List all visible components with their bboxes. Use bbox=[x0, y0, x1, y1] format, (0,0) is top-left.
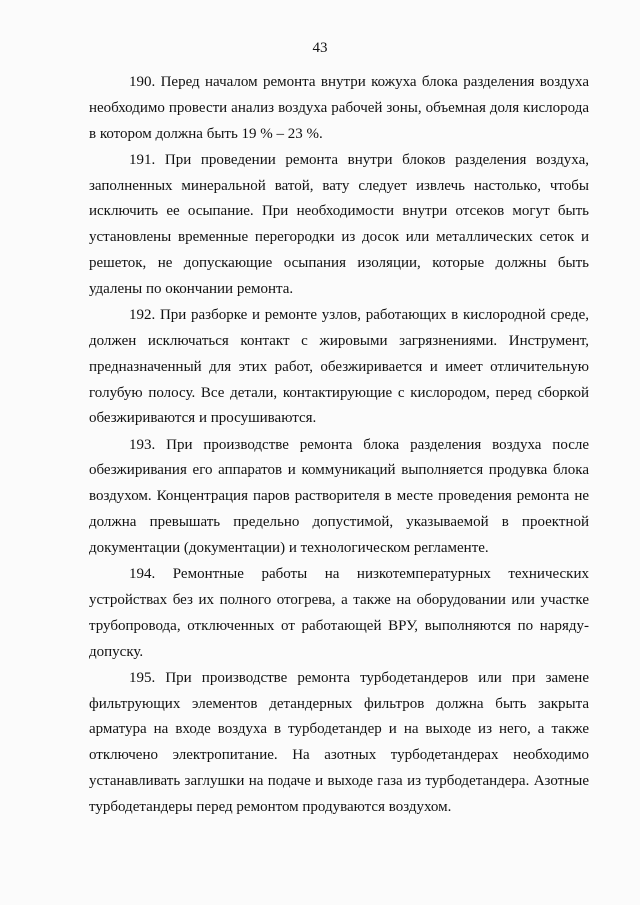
document-body bbox=[89, 70, 589, 821]
paragraph-195: 195. При производстве ремонта турбодетандеров или при замене фильтрующих элементов детандерных фильтров должна быть закрыта арматура на входе воздуха в турбодетандер и на выходе из него, а также отключено электропитание. На азотных турбодетандерах необходимо устанавливать заглушки на подаче и выходе газа из турбодетандера. Азотные турбодетандеры перед ремонтом продуваются воздухом. bbox=[89, 669, 589, 815]
paragraph-190: 190. Перед началом ремонта внутри кожуха блока разделения воздуха необходимо провести анализ воздуха рабочей зоны, объемная доля кислорода в котором должна быть 19 % – 23 %. bbox=[89, 74, 589, 142]
paragraph-192: 192. При разборке и ремонте узлов, работающих в кислородной среде, должен исключаться контакт с жировыми загрязнениями. Инструмент, предназначенный для этих работ, обезжиривается и имеет отличительную голубую полосу. Все детали, контактирующие с кислородом, перед сборкой обезжириваются и просушиваются. bbox=[89, 307, 589, 427]
paragraph-193: 193. При производстве ремонта блока разделения воздуха после обезжиривания его аппаратов и коммуникаций выполняется продувка блока воздухом. Концентрация паров растворителя в месте проведения ремонта не должна превышать предельно допустимой, указываемой в проектной документации (документации) и технологическом регламенте. bbox=[89, 436, 589, 556]
paragraph-191: 191. При проведении ремонта внутри блоков разделения воздуха, заполненных минеральной ватой, вату следует извлечь настолько, чтобы исключить ее осыпание. При необходимости внутри отсеков могут быть установлены временные перегородки из досок или металлических сеток и решеток, не допускающие осыпания изоляции, которые должны быть удалены по окончании ремонта. bbox=[89, 151, 589, 297]
page-number: 43 bbox=[312, 40, 328, 56]
paragraph-194: 194. Ремонтные работы на низкотемпературных технических устройствах без их полного отогрева, а также на оборудовании или участке трубопровода, отключенных от работающей ВРУ, выполняются по наряду-допуску. bbox=[89, 566, 589, 660]
